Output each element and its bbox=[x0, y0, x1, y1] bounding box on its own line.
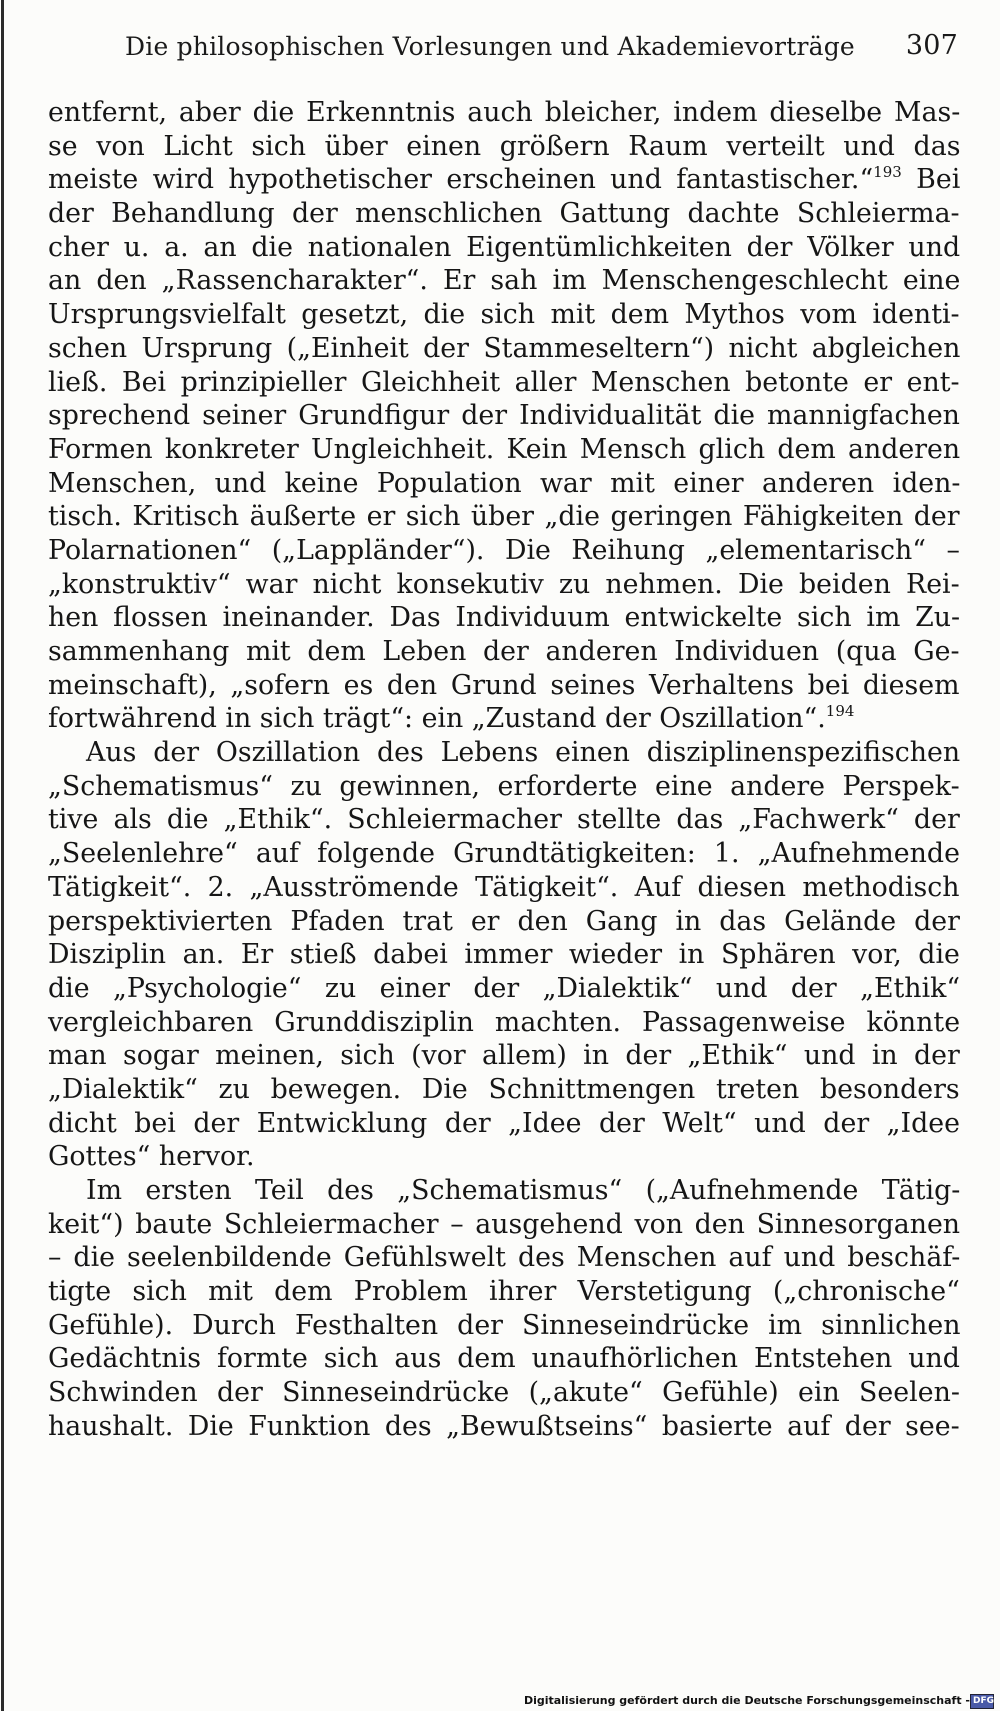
text-line-content: dicht bei der Entwicklung der „Idee der Welt“ und der „Idee bbox=[48, 1107, 960, 1139]
text-line bbox=[48, 1410, 960, 1444]
text-line-content: ließ. Bei prinzipieller Gleichheit aller Menschen betonte er ent- bbox=[48, 366, 960, 398]
text-line-content: „Schematismus“ zu gewinnen, erforderte eine andere Perspek- bbox=[48, 770, 960, 802]
text-line bbox=[48, 96, 960, 130]
text-line bbox=[48, 130, 960, 164]
text-line bbox=[48, 1039, 960, 1073]
text-line bbox=[48, 1140, 960, 1174]
text-line-content: „Seelenlehre“ auf folgende Grundtätigkeiten: 1. „Aufnehmende bbox=[48, 838, 960, 870]
text-line-content: meinschaft), „sofern es den Grund seines Verhaltens bei diesem bbox=[48, 669, 960, 701]
text-line bbox=[48, 736, 960, 770]
text-line bbox=[48, 197, 960, 231]
text-line-content: „Dialektik“ zu bewegen. Die Schnittmengen treten besonders bbox=[48, 1073, 960, 1105]
text-line bbox=[48, 770, 960, 804]
text-line-continuation: Bei bbox=[901, 164, 961, 196]
text-line-content: vergleichbaren Grunddisziplin machten. Passagenweise könnte bbox=[48, 1006, 961, 1038]
text-line-content: Im ersten Teil des „Schematismus“ („Aufnehmende Tätig- bbox=[86, 1175, 961, 1206]
text-line-content: fortwährend in sich trägt“: ein „Zustand der Oszillation“. bbox=[48, 703, 826, 735]
text-line-content: „konstruktiv“ war nicht konsekutiv zu nehmen. Die beiden Rei- bbox=[48, 568, 960, 600]
text-line bbox=[48, 1241, 960, 1275]
running-head bbox=[120, 28, 958, 72]
text-line-content: sprechend seiner Grundfigur der Individualität die mannigfachen bbox=[48, 400, 960, 432]
text-line bbox=[48, 366, 960, 400]
text-line-content: Menschen, und keine Population war mit einer anderen iden- bbox=[48, 467, 961, 499]
text-line-content: perspektivierten Pfaden trat er den Gang in das Gelände der bbox=[48, 905, 960, 937]
text-line bbox=[48, 669, 960, 703]
text-line-content: sammenhang mit dem Leben der anderen Individuen (qua Ge- bbox=[48, 636, 960, 667]
text-line bbox=[48, 500, 960, 534]
text-line bbox=[48, 972, 960, 1006]
text-line bbox=[48, 702, 960, 736]
text-line bbox=[48, 1174, 960, 1208]
text-line bbox=[48, 1342, 960, 1376]
text-line-content: entfernt, aber die Erkenntnis auch bleicher, indem dieselbe Mas- bbox=[48, 97, 961, 128]
text-line-content: schen Ursprung („Einheit der Stammeseltern“) nicht abgleichen bbox=[48, 332, 961, 364]
footnote-reference: 194 bbox=[825, 702, 855, 721]
text-line-content: die „Psychologie“ zu einer der „Dialektik“ und der „Ethik“ bbox=[48, 972, 961, 1004]
text-line-content: Disziplin an. Er stieß dabei immer wieder in Sphären vor, die bbox=[48, 939, 960, 971]
footnote-reference: 193 bbox=[873, 163, 902, 182]
text-line bbox=[48, 1107, 960, 1141]
text-line-content: Schwinden der Sinneseindrücke („akute“ Gefühle) ein Seelen- bbox=[48, 1377, 960, 1409]
text-line-content: der Behandlung der menschlichen Gattung dachte Schleierma- bbox=[48, 198, 960, 230]
text-line bbox=[48, 601, 960, 635]
text-line-content: tive als die „Ethik“. Schleiermacher stellte das „Fachwerk“ der bbox=[48, 804, 960, 836]
text-line-content: tisch. Kritisch äußerte er sich über „die geringen Fähigkeiten der bbox=[48, 501, 960, 533]
text-line bbox=[48, 163, 960, 197]
text-line bbox=[48, 399, 960, 433]
text-line-content: meiste wird hypothetischer erscheinen und fantastischer.“ bbox=[48, 164, 874, 196]
text-line bbox=[48, 568, 960, 602]
text-line bbox=[48, 534, 960, 568]
text-line bbox=[48, 298, 960, 332]
text-line bbox=[48, 803, 960, 837]
text-line-content: se von Licht sich über einen größern Raum verteilt und das bbox=[48, 130, 961, 162]
text-line-content: haushalt. Die Funktion des „Bewußtseins“ basierte auf der see- bbox=[48, 1410, 960, 1442]
text-line bbox=[48, 1309, 960, 1343]
text-line bbox=[48, 938, 960, 972]
text-line-content: hen flossen ineinander. Das Individuum entwickelte sich im Zu- bbox=[48, 602, 961, 634]
text-line-content: Formen konkreter Ungleichheit. Kein Mensch glich dem anderen bbox=[48, 433, 961, 465]
text-line-content: – die seelenbildende Gefühlswelt des Menschen auf und beschäf- bbox=[48, 1242, 961, 1274]
body-text bbox=[48, 96, 960, 1444]
text-line-content: Gottes“ hervor. bbox=[48, 1141, 255, 1173]
text-line bbox=[48, 837, 960, 871]
text-line-content: Polarnationen“ („Lappländer“). Die Reihung „elementarisch“ – bbox=[48, 534, 960, 566]
text-line-content: Aus der Oszillation des Lebens einen disziplinenspezifischen bbox=[86, 737, 961, 769]
text-line bbox=[48, 1376, 960, 1410]
text-line bbox=[48, 905, 960, 939]
text-line-content: Tätigkeit“. 2. „Ausströmende Tätigkeit“. Auf diesen methodisch bbox=[48, 871, 960, 903]
text-line bbox=[48, 433, 960, 467]
text-line-content: Gefühle). Durch Festhalten der Sinneseindrücke im sinnlichen bbox=[48, 1309, 961, 1341]
text-line bbox=[48, 1208, 960, 1242]
text-line bbox=[48, 1275, 960, 1309]
text-line-content: tigte sich mit dem Problem ihrer Verstetigung („chronische“ bbox=[48, 1276, 960, 1308]
text-line bbox=[48, 332, 960, 366]
text-line bbox=[48, 231, 960, 265]
text-line-content: keit“) baute Schleiermacher – ausgehend von den Sinnesorganen bbox=[48, 1208, 961, 1240]
text-line-content: an den „Rassencharakter“. Er sah im Menschengeschlecht eine bbox=[48, 265, 961, 297]
text-line bbox=[48, 264, 960, 298]
text-line-content: Gedächtnis formte sich aus dem unaufhörlichen Entstehen und bbox=[48, 1343, 960, 1375]
text-line bbox=[48, 1006, 960, 1040]
text-line bbox=[48, 635, 960, 669]
text-line-content: Ursprungsvielfalt gesetzt, die sich mit dem Mythos vom identi- bbox=[48, 299, 960, 331]
running-head-title: Die philosophischen Vorlesungen und Akademievorträge bbox=[125, 32, 855, 61]
text-line bbox=[48, 467, 960, 501]
text-line bbox=[48, 1073, 960, 1107]
dfg-logo-text: DFG bbox=[973, 1696, 995, 1706]
text-line bbox=[48, 871, 960, 905]
footer-credit: Digitalisierung gefördert durch die Deutsche Forschungsgemeinschaft - bbox=[523, 1694, 970, 1707]
text-line-content: man sogar meinen, sich (vor allem) in der „Ethik“ und in der bbox=[48, 1040, 960, 1072]
page-number: 307 bbox=[905, 30, 958, 61]
page-edge-line bbox=[1, 0, 4, 1711]
dfg-logo-icon bbox=[970, 1694, 994, 1709]
text-line-content: cher u. a. an die nationalen Eigentümlichkeiten der Völker und bbox=[48, 231, 961, 263]
